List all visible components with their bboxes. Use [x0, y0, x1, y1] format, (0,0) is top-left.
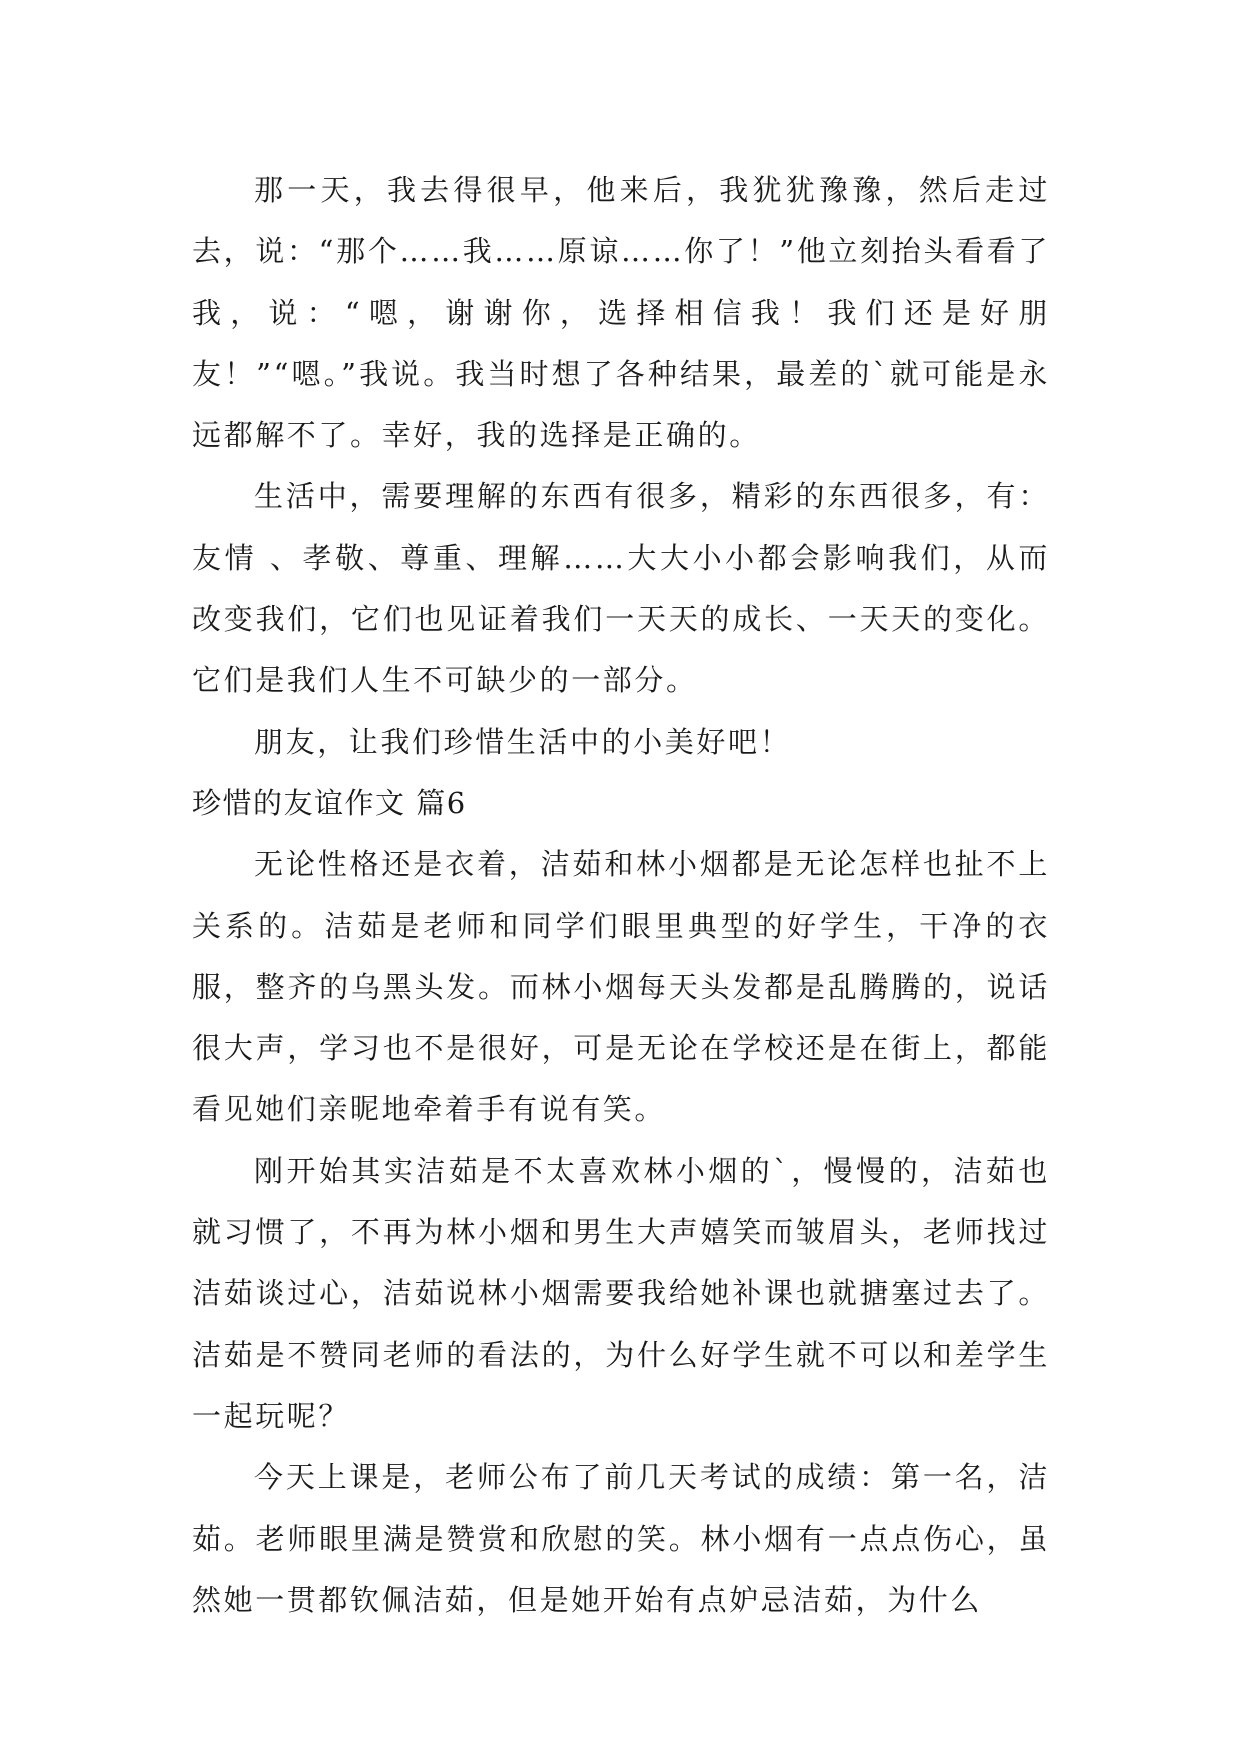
document-body — [192, 160, 1050, 1631]
paragraph-1: 那一天，我去得很早，他来后，我犹犹豫豫，然后走过去，说：“那个……我……原谅……你了！”他立刻抬头看看了我，说：“嗯，谢谢你，选择相信我！我们还是好朋友！”“嗯。”我说。我当时想了各种结果，最差的`就可能是永远都解不了。幸好，我的选择是正确的。 — [192, 173, 1050, 453]
paragraph-3: 朋友，让我们珍惜生活中的小美好吧！ — [254, 724, 792, 759]
paragraph-5: 刚开始其实洁茹是不太喜欢林小烟的`，慢慢的，洁茹也就习惯了，不再为林小烟和男生大声嬉笑而皱眉头，老师找过洁茹谈过心，洁茹说林小烟需要我给她补课也就搪塞过去了。洁茹是不赞同老师的看法的，为什么好学生就不可以和差学生一起玩呢？ — [192, 1153, 1050, 1433]
paragraph-4: 无论性格还是衣着，洁茹和林小烟都是无论怎样也扯不上关系的。洁茹是老师和同学们眼里典型的好学生，干净的衣服，整齐的乌黑头发。而林小烟每天头发都是乱腾腾的，说话很大声，学习也不是很好，可是无论在学校还是在街上，都能看见她们亲昵地牵着手有说有笑。 — [192, 847, 1050, 1127]
paragraph-6: 今天上课是，老师公布了前几天考试的成绩：第一名，洁茹。老师眼里满是赞赏和欣慰的笑。林小烟有一点点伤心，虽然她一贯都钦佩洁茹，但是她开始有点妒忌洁茹，为什么 — [192, 1460, 1050, 1617]
section-heading: 珍惜的友谊作文 篇6 — [192, 785, 467, 820]
paragraph-2: 生活中，需要理解的东西有很多，精彩的东西很多，有：友情 、孝敬、尊重、理解……大大小小都会影响我们，从而改变我们，它们也见证着我们一天天的成长、一天天的变化。它们是我们人生不可缺少的一部分。 — [192, 479, 1050, 698]
